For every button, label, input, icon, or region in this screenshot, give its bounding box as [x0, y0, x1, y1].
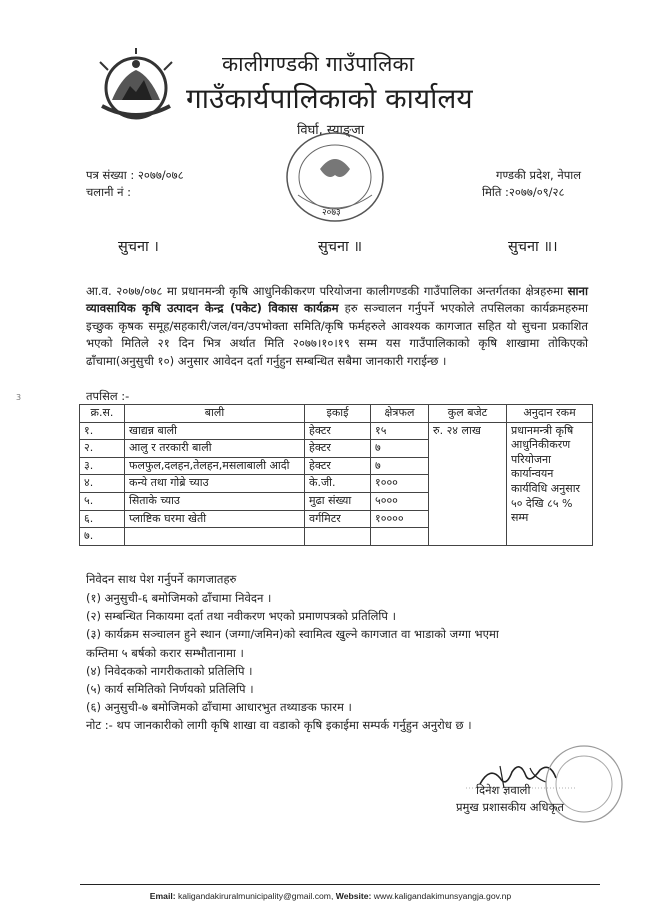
cell-sn: ३. [80, 457, 125, 475]
col-header-unit: इकाई [305, 405, 371, 423]
list-item: (४) निवेदकको नागरीकताको प्रतिलिपि । [86, 663, 253, 678]
cell-crop: सिताके च्याउ [125, 492, 305, 510]
notice-heading-1: सुचना । [118, 239, 159, 255]
cell-sn: ६. [80, 510, 125, 528]
note-line: नोट :- थप जानकारीको लागी कृषि शाखा वा वडाको कृषि इकाईमा सम्पर्क गर्नुहुन अनुरोध छ । [86, 718, 472, 733]
cell-sn: ५. [80, 492, 125, 510]
patra-value: २०७७/०७८ [137, 168, 184, 182]
documents-heading: निवेदन साथ पेश गर्नुपर्ने कागजातहरु [86, 572, 237, 586]
col-header-crop: बाली [125, 405, 305, 423]
province-date-block [482, 167, 581, 201]
nepal-government-emblem-icon [92, 48, 180, 128]
cell-budget: रु. २४ लाख [429, 422, 507, 545]
cell-area [371, 528, 429, 546]
website-link[interactable]: www.kaligandakimunsyangja.gov.np [373, 891, 512, 901]
col-header-grant: अनुदान रकम [507, 405, 593, 423]
col-header-area: क्षेत्रफल [371, 405, 429, 423]
email-label: Email: [149, 891, 176, 901]
tapasil-label: तपसिल :- [86, 389, 130, 403]
notice-heading-2: सुचना ॥ [318, 239, 363, 255]
cell-crop: कन्ये तथा गोब्रे च्याउ [125, 475, 305, 493]
seal-year: २०७३ [322, 208, 341, 218]
cell-sn: ७. [80, 528, 125, 546]
program-table [79, 404, 593, 546]
cell-area: १०००० [371, 510, 429, 528]
website-label: Website: [335, 891, 372, 901]
cell-unit: के.जी. [305, 475, 371, 493]
signatory-name: दिनेश ज्ञवाली [476, 783, 531, 797]
col-header-sn: क्र.स. [80, 405, 125, 423]
cell-crop: आलु र तरकारी बाली [125, 440, 305, 458]
footer-divider [80, 884, 600, 885]
cell-area: ७ [371, 440, 429, 458]
province: गण्डकी प्रदेश, नेपाल [496, 168, 582, 182]
list-item: (१) अनुसुची-६ बमोजिमको ढाँचामा निवेदन । [86, 591, 272, 605]
notice-paragraph [86, 283, 588, 370]
table-header-row [80, 405, 593, 423]
reference-block [86, 167, 184, 201]
chalani-label: चलानी नं : [86, 185, 132, 199]
footer-contact [0, 891, 661, 901]
cell-grant: प्रधानमन्त्री कृषि आधुनिकीकरण परियोजना कार्यान्वयन कार्यविधि अनुसार ५० देखि ८५ % सम्म [507, 422, 593, 545]
col-header-budget: कुल बजेट [429, 405, 507, 423]
org-name: कालीगण्डकी गाउँपालिका [222, 52, 415, 76]
cell-area: ७ [371, 457, 429, 475]
paragraph-part-1: आ.व. २०७७/०७८ मा प्रधानमन्त्री कृषि आधुनिकीकरण परियोजना कालीगण्डकी गाउँपालिका अन्तर्गतका क्षेत्रहरुमा [86, 284, 568, 298]
cell-crop: फलफुल,दलहन,तेलहन,मसलाबाली आदी [125, 457, 305, 475]
list-item: (३) कार्यक्रम सञ्चालन हुने स्थान (जग्गा/जमिन)को स्वामित्व खुल्ने कागजात वा भाडाको जग्गा भएमा [86, 627, 499, 642]
cell-sn: १. [80, 422, 125, 440]
list-item: (५) कार्य समितिको निर्णयको प्रतिलिपि । [86, 682, 254, 697]
cell-unit [305, 528, 371, 546]
date-value: २०७७/०९/२८ [508, 185, 565, 199]
cell-unit: हेक्टर [305, 440, 371, 458]
cell-unit: हेक्टर [305, 457, 371, 475]
cell-sn: ४. [80, 475, 125, 493]
patra-label: पत्र संख्या : [86, 168, 135, 182]
cell-unit: वर्गमिटर [305, 510, 371, 528]
list-item: (२) सम्बन्धित निकायमा दर्ता तथा नवीकरण भएको प्रमाणपत्रको प्रतिलिपि । [86, 609, 396, 624]
list-item: (६) अनुसुची-७ बमोजिमको ढाँचामा आधारभुत तथ्याङक फारम । [86, 700, 352, 715]
paragraph-part-2: हरु सञ्चालन गर्नुपर्ने भएकोले तपसिलका कार्यक्रमहरुमा इच्छुक कृषक समूह/सहकारी/जल/वन/उपभोक्ता समिति/कृषि फर्महरुले आवश्यक कागजात सहित यो सुचना प्रकाशित भएको मितिले २१ दिन भित्र अर्थात मिति २०७७।१०।१९ सम्म यस गाउँपालिकाको कृषि शाखामा तोकिएको ढाँचामा(अनुसुची १०) अनुसार आवेदन दर्ता गर्नुहुन सम्बन्धित सबैमा जानकारी गराईन्छ । [86, 301, 588, 368]
cell-crop: प्लाष्टिक घरमा खेती [125, 510, 305, 528]
signatory-title: प्रमुख प्रशासकीय अधिकृत [456, 800, 564, 814]
office-address: विर्घा, स्याङ्जा [297, 123, 365, 138]
documents-list [86, 589, 586, 735]
cell-unit: मुढा संख्या [305, 492, 371, 510]
date-label: मिति : [482, 185, 509, 199]
cell-area: ५००० [371, 492, 429, 510]
cell-crop [125, 528, 305, 546]
list-item: कम्तिमा ५ बर्षको करार सम्भौतानामा । [86, 645, 244, 660]
margin-mark: 3 [16, 393, 22, 402]
cell-area: १००० [371, 475, 429, 493]
office-name: गाउँकार्यपालिकाको कार्यालय [186, 82, 473, 115]
email-address[interactable]: kaligandakiruralmunicipality@gmail.com, [177, 891, 334, 901]
cell-sn: २. [80, 440, 125, 458]
cell-unit: हेक्टर [305, 422, 371, 440]
notice-heading-3: सुचना ॥। [508, 239, 558, 255]
cell-area: १५ [371, 422, 429, 440]
program-name-bold: साना व्यावसायिक कृषि उत्पादन केन्द्र (पकेट) विकास कार्यक्रम [86, 284, 588, 316]
cell-crop: खाद्यन्न बाली [125, 422, 305, 440]
table-row [80, 422, 593, 440]
